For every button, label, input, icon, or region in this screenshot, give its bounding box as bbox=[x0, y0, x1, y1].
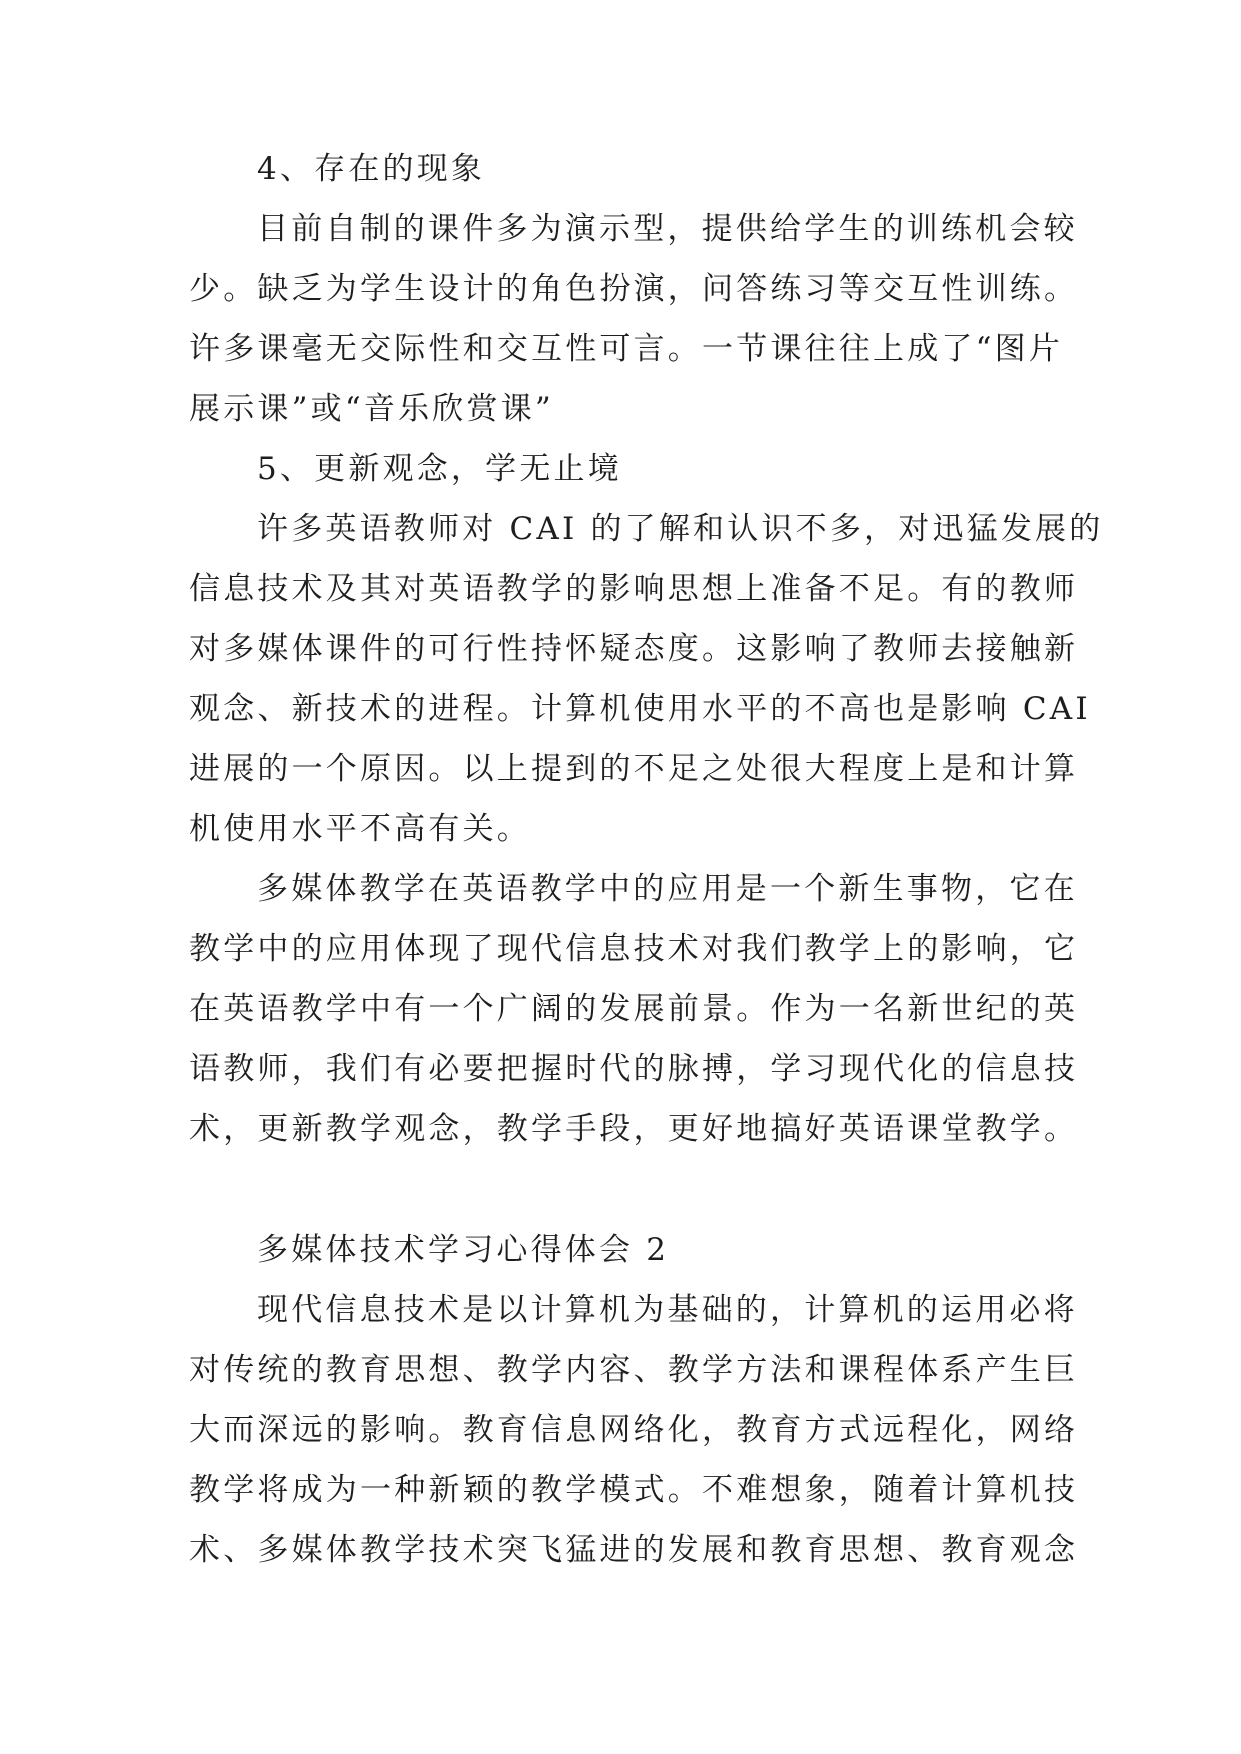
paragraph-line: 大而深远的影响。教育信息网络化，教育方式远程化，网络 bbox=[189, 1412, 1079, 1448]
paragraph-line: 在英语教学中有一个广阔的发展前景。作为一名新世纪的英 bbox=[189, 991, 1079, 1027]
paragraph-line: 许多课毫无交际性和交互性可言。一节课往往上成了“图片 bbox=[189, 331, 1064, 367]
paragraph-line: 展示课”或“音乐欣赏课” bbox=[189, 391, 554, 427]
paragraph-line: 教学将成为一种新颖的教学模式。不难想象，随着计算机技 bbox=[189, 1472, 1079, 1508]
article-2-title: 多媒体技术学习心得体会 2 bbox=[257, 1232, 670, 1268]
paragraph-line: 机使用水平不高有关。 bbox=[189, 811, 531, 847]
paragraph-line: 少。缺乏为学生设计的角色扮演，问答练习等交互性训练。 bbox=[189, 271, 1079, 307]
paragraph-line: 目前自制的课件多为演示型，提供给学生的训练机会较 bbox=[257, 211, 1078, 247]
document-body bbox=[189, 139, 1104, 1580]
paragraph-line: 术、多媒体教学技术突飞猛进的发展和教育思想、教育观念 bbox=[189, 1532, 1079, 1568]
paragraph-line: 信息技术及其对英语教学的影响思想上准备不足。有的教师 bbox=[189, 571, 1079, 607]
paragraph-line: 教学中的应用体现了现代信息技术对我们教学上的影响，它 bbox=[189, 931, 1079, 967]
paragraph-line: 对传统的教育思想、教学内容、教学方法和课程体系产生巨 bbox=[189, 1352, 1079, 1388]
paragraph-line: 观念、新技术的进程。计算机使用水平的不高也是影响 CAI bbox=[189, 691, 1091, 727]
section-gap bbox=[189, 1159, 1069, 1220]
paragraph-line: 许多英语教师对 CAI 的了解和认识不多，对迅猛发展的 bbox=[257, 511, 1104, 547]
paragraph-line: 多媒体教学在英语教学中的应用是一个新生事物，它在 bbox=[257, 871, 1078, 907]
section-5-heading: 5、更新观念，学无止境 bbox=[257, 451, 622, 487]
paragraph-line: 术，更新教学观念，教学手段，更好地搞好英语课堂教学。 bbox=[189, 1111, 1079, 1147]
paragraph-line: 进展的一个原因。以上提到的不足之处很大程度上是和计算 bbox=[189, 751, 1079, 787]
section-4-heading: 4、存在的现象 bbox=[257, 151, 486, 187]
paragraph-line: 对多媒体课件的可行性持怀疑态度。这影响了教师去接触新 bbox=[189, 631, 1079, 667]
paragraph-line: 现代信息技术是以计算机为基础的，计算机的运用必将 bbox=[257, 1292, 1078, 1328]
paragraph-line: 语教师，我们有必要把握时代的脉搏，学习现代化的信息技 bbox=[189, 1051, 1079, 1087]
